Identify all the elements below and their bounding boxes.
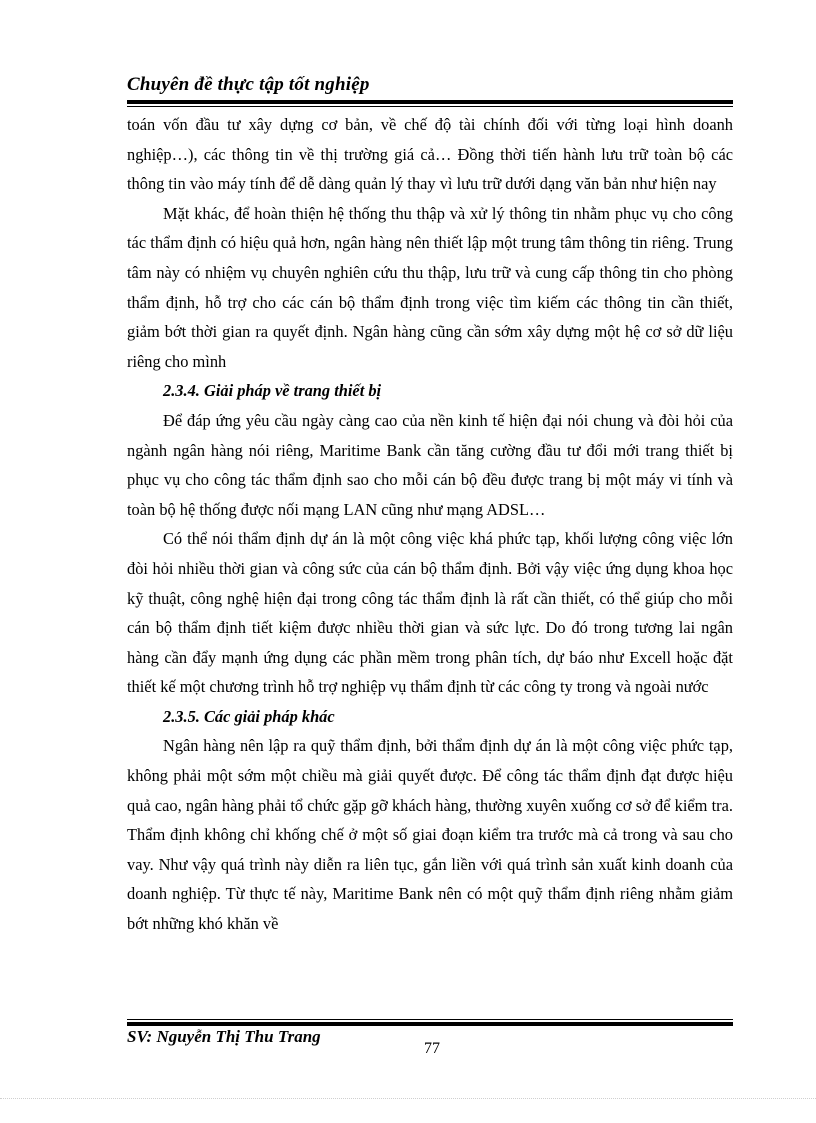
section-heading: 2.3.4. Giải pháp về trang thiết bị — [163, 381, 382, 401]
student-name: SV: Nguyễn Thị Thu Trang — [127, 1027, 321, 1046]
body-text — [127, 110, 733, 939]
paragraph: Để đáp ứng yêu cầu ngày càng cao của nền kinh tế hiện đại nói chung và đòi hỏi của ngành ngân hàng nói riêng, Maritime Bank cần tăng cường đầu tư đổi mới trang thiết bị phục vụ cho công tác thẩm định sao cho mỗi cán bộ đều được trang bị một máy vi tính và toàn bộ hệ thống được nối mạng LAN cũng như mạng ADSL… — [127, 410, 733, 519]
paragraph: Có thể nói thẩm định dự án là một công việc khá phức tạp, khối lượng công việc lớn đòi hỏi nhiều thời gian và công sức của cán bộ thẩm định. Bởi vậy việc ứng dụng khoa học kỹ thuật, công nghệ hiện đại trong công tác thẩm định là rất cần thiết, có thể giúp cho mỗi cán bộ thẩm định tiết kiệm được nhiều thời gian và sức lực. Do đó trong tương lai ngân hàng cần đẩy mạnh ứng dụng các phần mềm trong phân tích, dự báo như Excell hoặc đặt thiết kế một chương trình hỗ trợ nghiệp vụ thẩm định từ các công ty trong và ngoài nước — [127, 529, 733, 697]
header-rule-thick — [127, 100, 733, 104]
header-rule-thin — [127, 106, 733, 107]
page-bottom-border — [0, 1098, 816, 1099]
paragraph: Ngân hàng nên lập ra quỹ thẩm định, bởi thẩm định dự án là một công việc phức tạp, không phải một sớm một chiều mà giải quyết được. Để công tác thẩm định đạt được hiệu quả cao, ngân hàng phải tổ chức gặp gỡ khách hàng, thường xuyên xuống cơ sở để kiểm tra. Thẩm định không chỉ khống chế ở một số giai đoạn kiểm tra trước mà cả trong và sau cho vay. Như vậy quá trình này diễn ra liên tục, gắn liền với quá trình sản xuất kinh doanh của doanh nghiệp. Từ thực tế này, Maritime Bank nên có một quỹ thẩm định riêng nhằm giảm bớt những khó khăn về — [127, 736, 733, 934]
section-heading: 2.3.5. Các giải pháp khác — [163, 706, 335, 726]
paragraph: toán vốn đầu tư xây dựng cơ bản, về chế độ tài chính đối với từng loại hình doanh nghiệp…), các thông tin về thị trường giá cả… Đồng thời tiến hành lưu trữ toàn bộ các thông tin vào máy tính để dễ dàng quản lý thay vì lưu trữ dưới dạng văn bản như hiện nay — [127, 115, 733, 194]
page-number: 77 — [424, 1040, 440, 1057]
paragraph: Mặt khác, để hoàn thiện hệ thống thu thập và xử lý thông tin nhằm phục vụ cho công tác thẩm định có hiệu quả hơn, ngân hàng nên thiết lập một trung tâm thông tin riêng. Trung tâm này có nhiệm vụ chuyên nghiên cứu thu thập, lưu trữ và cung cấp thông tin cho phòng thẩm định, hỗ trợ cho các cán bộ thẩm định trong việc tìm kiếm các thông tin cần thiết, giảm bớt thời gian ra quyết định. Ngân hàng cũng cần sớm xây dựng một hệ cơ sở dữ liệu riêng cho mình — [127, 203, 733, 371]
footer-rule-thick — [127, 1022, 733, 1026]
footer-rule-thin — [127, 1019, 733, 1020]
header-title: Chuyên đề thực tập tốt nghiệp — [127, 74, 370, 95]
